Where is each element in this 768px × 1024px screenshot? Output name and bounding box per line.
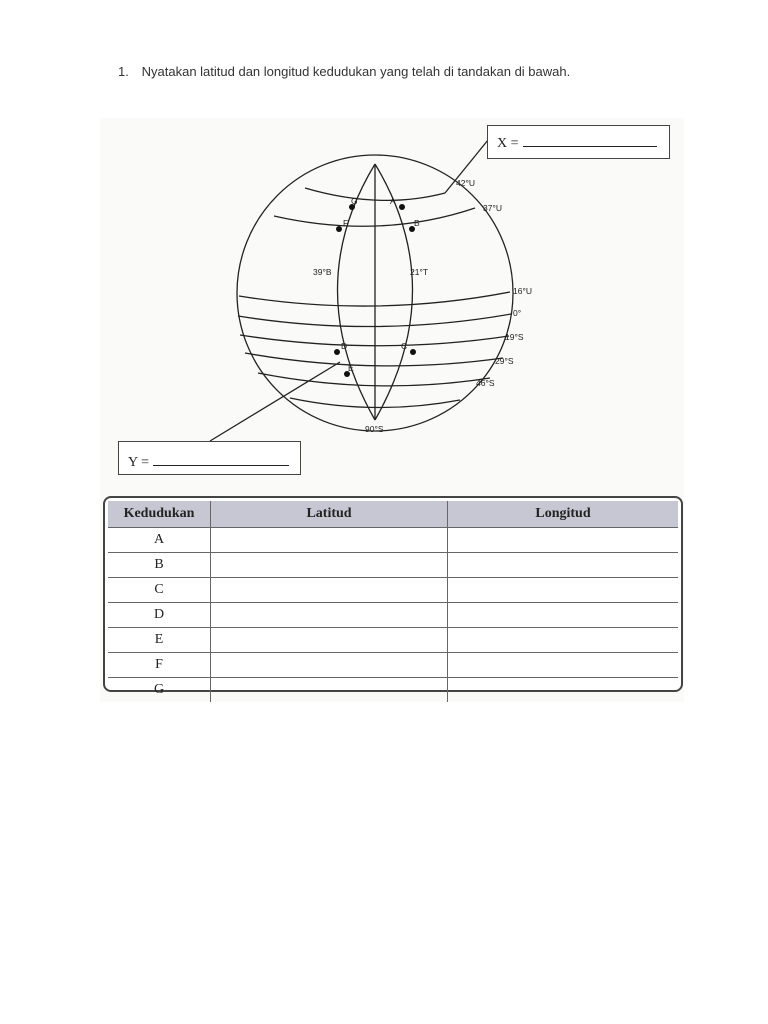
cell-longitud[interactable] bbox=[448, 528, 679, 553]
cell-kedudukan: G bbox=[108, 678, 211, 703]
header-latitud: Latitud bbox=[211, 501, 448, 528]
cell-kedudukan: E bbox=[108, 628, 211, 653]
cell-latitud[interactable] bbox=[211, 628, 448, 653]
point-a bbox=[399, 204, 405, 210]
answer-label-x: X = bbox=[497, 136, 519, 151]
table-row bbox=[108, 578, 678, 603]
point-f bbox=[336, 226, 342, 232]
lat-label-29s: 29°S bbox=[495, 356, 514, 366]
point-label-c: C bbox=[401, 341, 408, 351]
answer-box-y[interactable] bbox=[118, 441, 301, 475]
point-d bbox=[334, 349, 340, 355]
table-row bbox=[108, 553, 678, 578]
answer-box-x[interactable] bbox=[487, 125, 670, 159]
table-row bbox=[108, 603, 678, 628]
cell-kedudukan: A bbox=[108, 528, 211, 553]
lat-label-19s: 19°S bbox=[505, 332, 524, 342]
question-text bbox=[118, 64, 570, 79]
answer-table-frame bbox=[103, 496, 683, 697]
cell-kedudukan: D bbox=[108, 603, 211, 628]
cell-latitud[interactable] bbox=[211, 578, 448, 603]
answer-blank-y[interactable] bbox=[153, 455, 289, 466]
point-c bbox=[410, 349, 416, 355]
cell-kedudukan: C bbox=[108, 578, 211, 603]
answer-table bbox=[108, 501, 678, 702]
cell-longitud[interactable] bbox=[448, 553, 679, 578]
cell-latitud[interactable] bbox=[211, 653, 448, 678]
lat-label-16u: 16°U bbox=[513, 286, 532, 296]
header-longitud: Longitud bbox=[448, 501, 679, 528]
cell-longitud[interactable] bbox=[448, 578, 679, 603]
table-header-row bbox=[108, 501, 678, 528]
table-row bbox=[108, 653, 678, 678]
question-number: 1. bbox=[118, 64, 129, 79]
cell-kedudukan: B bbox=[108, 553, 211, 578]
point-label-a: A bbox=[390, 196, 396, 206]
cell-latitud[interactable] bbox=[211, 678, 448, 703]
lat-label-46s: 46°S bbox=[476, 378, 495, 388]
question-prompt: Nyatakan latitud dan longitud kedudukan yang telah di tandakan di bawah. bbox=[141, 64, 571, 79]
globe-diagram bbox=[100, 118, 684, 458]
parallel-29S bbox=[245, 353, 503, 366]
parallel-46S bbox=[258, 373, 490, 386]
leader-line-y bbox=[210, 362, 340, 441]
cell-longitud[interactable] bbox=[448, 653, 679, 678]
cell-latitud[interactable] bbox=[211, 603, 448, 628]
lon-label-21t: 21°T bbox=[410, 267, 429, 277]
answer-label-y: Y = bbox=[128, 455, 149, 470]
point-label-e: E bbox=[348, 363, 354, 373]
header-kedudukan: Kedudukan bbox=[108, 501, 211, 528]
lat-label-0: 0° bbox=[513, 308, 522, 318]
lat-label-42u: 42°U bbox=[456, 178, 475, 188]
lat-label-90s: 90°S bbox=[365, 424, 384, 434]
answer-blank-x[interactable] bbox=[523, 136, 657, 147]
lat-label-37u: 37°U bbox=[483, 203, 502, 213]
table-row bbox=[108, 628, 678, 653]
point-label-f: F bbox=[343, 218, 349, 228]
point-label-g: G bbox=[351, 196, 358, 206]
table-row bbox=[108, 678, 678, 703]
cell-longitud[interactable] bbox=[448, 603, 679, 628]
lon-label-39b: 39°B bbox=[313, 267, 332, 277]
cell-kedudukan: F bbox=[108, 653, 211, 678]
cell-latitud[interactable] bbox=[211, 528, 448, 553]
cell-latitud[interactable] bbox=[211, 553, 448, 578]
cell-longitud[interactable] bbox=[448, 678, 679, 703]
point-label-b: B bbox=[414, 218, 420, 228]
cell-longitud[interactable] bbox=[448, 628, 679, 653]
point-label-d: D bbox=[341, 341, 348, 351]
table-row bbox=[108, 528, 678, 553]
